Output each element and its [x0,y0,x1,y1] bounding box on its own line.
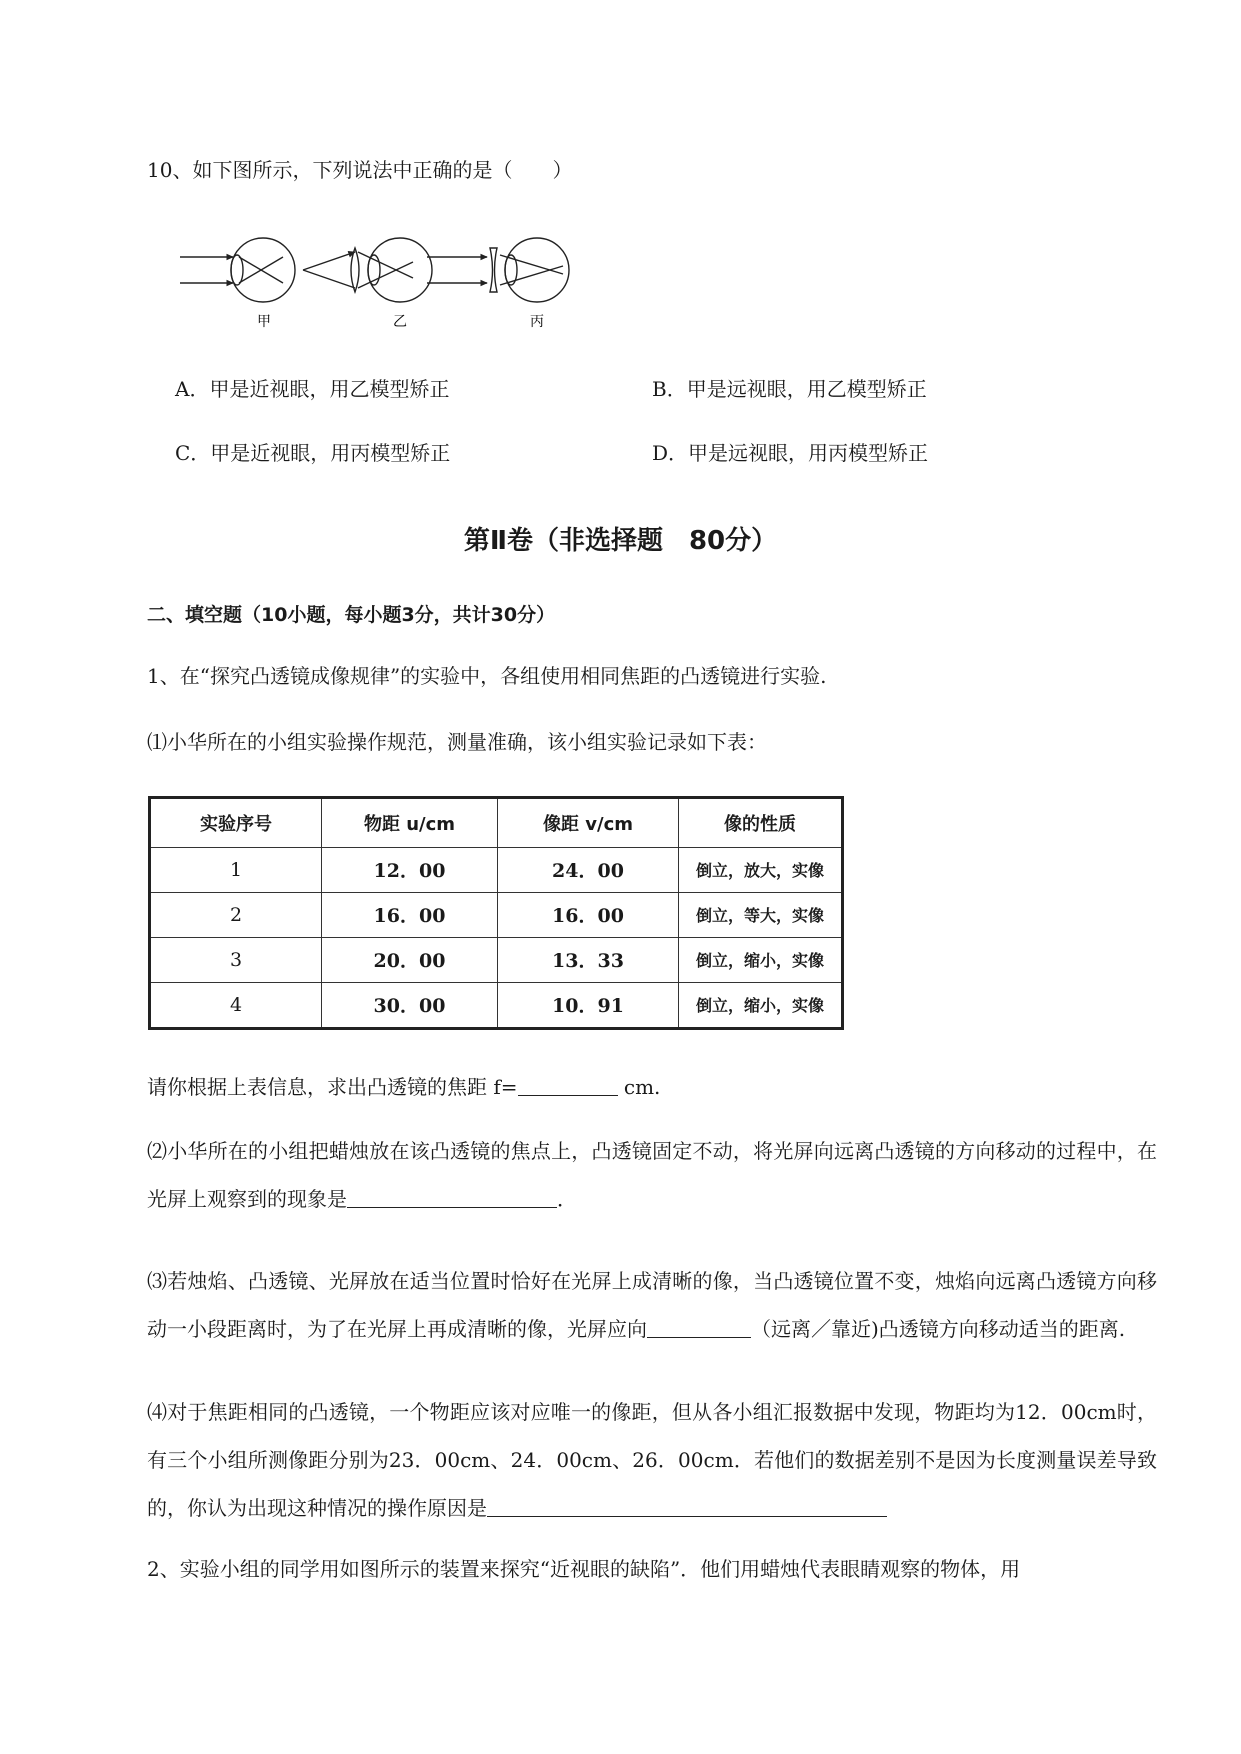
section-subtitle: 二、填空题（10小题，每小题3分，共计30分） [147,604,556,626]
table-cell: 倒立，放大，实像 [679,848,843,893]
focal-length-blank[interactable] [518,1075,618,1096]
table-cell: 10．91 [498,982,679,1028]
table-cell: 16．00 [498,892,679,937]
question-1-focal-ask [147,1075,660,1099]
reason-blank[interactable] [487,1496,887,1517]
option-a: A．甲是近视眼，用乙模型矫正 [175,377,450,401]
question-1-part1: ⑴小华所在的小组实验操作规范，测量准确，该小组实验记录如下表： [147,730,767,754]
table-cell: 30．00 [322,982,498,1028]
table-cell: 倒立，缩小，实像 [679,937,843,982]
table-header: 实验序号 [150,798,322,848]
question-1-part4 [147,1388,1157,1532]
part2-end: ． [557,1187,577,1211]
eye-bing [427,238,569,302]
table-row [150,892,843,937]
table-cell: 4 [150,982,322,1028]
question-10-stem: 10、如下图所示，下列说法中正确的是（ ） [147,158,573,182]
figure-label-jia: 甲 [257,314,271,330]
table-row [150,982,843,1028]
focal-ask-unit: cm. [617,1075,661,1099]
part2-text: ⑵小华所在的小组把蜡烛放在该凸透镜的焦点上，凸透镜固定不动，将光屏向远离凸透镜的方向移动的过程中，在光屏上观察到的现象是 [147,1139,1157,1211]
part4-text: ⑷对于焦距相同的凸透镜，一个物距应该对应唯一的像距，但从各小组汇报数据中发现，物距均为12．00cm时，有三个小组所测像距分别为23．00cm、24．00cm、26．00cm．若他们的数据差别不是因为长度测量误差导致的，你认为出现这种情况的操作原因是 [147,1400,1157,1520]
eye-jia [180,238,295,302]
eye-diagram-figure [175,228,595,338]
part3-end: （远离／靠近)凸透镜方向移动适当的距离. [751,1317,1126,1341]
section-title: 第Ⅱ卷（非选择题 80分） [463,526,778,556]
question-1-part3 [147,1257,1157,1353]
table-cell: 1 [150,848,322,893]
eye-yi [303,238,432,302]
table-cell: 倒立，缩小，实像 [679,982,843,1028]
table-header: 物距 u/cm [322,798,498,848]
table-row [150,937,843,982]
part3-text: ⑶若烛焰、凸透镜、光屏放在适当位置时恰好在光屏上成清晰的像，当凸透镜位置不变，烛焰向远离凸透镜方向移动一小段距离时，为了在光屏上再成清晰的像，光屏应向 [147,1269,1157,1341]
figure-label-bing: 丙 [530,314,544,330]
figure-label-yi: 乙 [393,314,407,330]
question-1-part2 [147,1127,1157,1223]
table-cell: 13．33 [498,937,679,982]
table-cell: 3 [150,937,322,982]
table-header-row [150,798,843,848]
option-b: B．甲是远视眼，用乙模型矫正 [652,377,927,401]
question-2-stem: 2、实验小组的同学用如图所示的装置来探究“近视眼的缺陷”．他们用蜡烛代表眼睛观察的物体，用 [147,1557,1021,1581]
focal-ask-text: 请你根据上表信息，求出凸透镜的焦距 f= [147,1075,518,1099]
question-1-stem: 1、在“探究凸透镜成像规律”的实验中，各组使用相同焦距的凸透镜进行实验. [147,664,827,688]
table-header: 像的性质 [679,798,843,848]
direction-blank[interactable] [647,1317,751,1338]
table-cell: 倒立，等大，实像 [679,892,843,937]
table-cell: 16．00 [322,892,498,937]
experiment-table [148,796,844,1030]
option-d: D．甲是远视眼，用丙模型矫正 [652,441,929,465]
table-row [150,848,843,893]
table-header: 像距 v/cm [498,798,679,848]
table-cell: 20．00 [322,937,498,982]
table-cell: 24．00 [498,848,679,893]
phenomenon-blank[interactable] [347,1187,557,1208]
table-cell: 2 [150,892,322,937]
option-c: C．甲是近视眼，用丙模型矫正 [175,441,451,465]
table-cell: 12．00 [322,848,498,893]
